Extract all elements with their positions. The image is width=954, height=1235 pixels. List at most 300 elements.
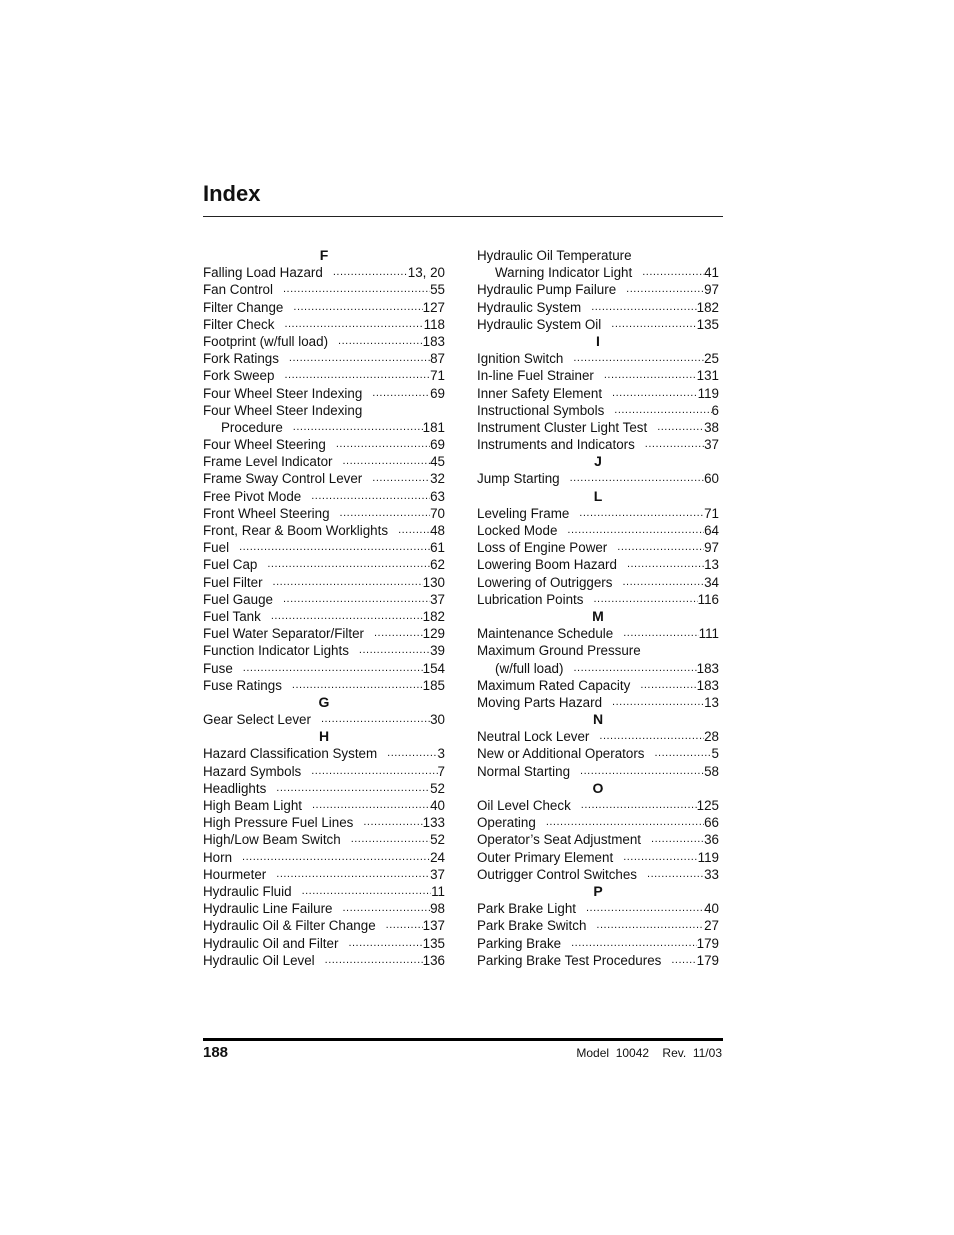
index-letter-heading: N (592, 711, 604, 728)
dot-leader (266, 780, 430, 797)
index-entry (477, 264, 719, 281)
index-column-left (203, 247, 445, 969)
index-entry-page: 3 (437, 746, 445, 762)
index-entry (203, 419, 445, 436)
index-entry-page: 7 (437, 763, 445, 779)
index-entry-page: 131 (696, 368, 719, 384)
index-entry-term: Fuel Cap (203, 557, 258, 573)
index-entry (477, 281, 719, 298)
index-entry (203, 917, 445, 934)
index-entry-page: 61 (430, 540, 445, 556)
index-entry-page: 135 (696, 316, 719, 332)
dot-leader (311, 711, 430, 728)
index-letter-heading: G (318, 693, 330, 710)
dot-leader (644, 745, 711, 762)
index-entry (203, 591, 445, 608)
index-entry (203, 539, 445, 556)
index-entry (203, 608, 445, 625)
index-entry (477, 660, 719, 677)
index-entry-term: Hydraulic Fluid (203, 883, 292, 899)
index-entry-term: Procedure (221, 419, 283, 435)
index-entry-term: Hydraulic Oil and Filter (203, 935, 339, 951)
index-letter-heading: F (319, 247, 329, 263)
index-entry (203, 849, 445, 866)
index-entry-term: Filter Check (203, 316, 275, 332)
index-entry-page: 13, 20 (407, 265, 445, 281)
dot-leader (602, 385, 698, 402)
index-entry-page: 37 (704, 437, 719, 453)
index-entry (477, 350, 719, 367)
dot-leader (266, 866, 430, 883)
index-entry-term: In-line Fuel Strainer (477, 368, 594, 384)
index-entry (477, 574, 719, 591)
index-entry (203, 350, 445, 367)
index-entry-term: Horn (203, 849, 233, 865)
dot-leader (302, 797, 430, 814)
dot-leader (581, 299, 696, 316)
index-entry-term: Maximum Rated Capacity (477, 677, 631, 693)
dot-leader (641, 831, 704, 848)
dot-leader (571, 797, 697, 814)
index-entry (203, 660, 445, 677)
index-entry-term: Inner Safety Element (477, 385, 603, 401)
index-entry-term: Fuel Gauge (203, 591, 273, 607)
index-letter-heading: O (592, 779, 604, 796)
index-entry-page: 182 (422, 608, 445, 624)
dot-leader (233, 660, 423, 677)
index-entry-term: High/Low Beam Switch (203, 832, 341, 848)
dot-leader (604, 402, 711, 419)
index-entry (203, 264, 445, 281)
dot-leader (583, 591, 697, 608)
dot-leader (323, 264, 408, 281)
index-entry-term: Park Brake Switch (477, 918, 587, 934)
dot-leader (569, 505, 704, 522)
index-entry (477, 385, 719, 402)
index-entry-term: Footprint (w/full load) (203, 333, 329, 349)
index-entry (477, 367, 719, 384)
index-entry-term: Gear Select Lever (203, 712, 311, 728)
index-entry (477, 814, 719, 831)
index-entry-page: 32 (430, 471, 445, 487)
index-entry (203, 677, 445, 694)
dot-leader (560, 470, 704, 487)
index-entry (203, 574, 445, 591)
index-entry (203, 883, 445, 900)
index-entry-term: High Beam Light (203, 798, 302, 813)
index-entry-page: 87 (430, 351, 445, 367)
index-entry-term: Fuel Water Separator/Filter (203, 626, 364, 642)
index-entry-page: 6 (711, 402, 719, 418)
index-entry (203, 642, 445, 659)
index-entry-heading: Four Wheel Steer Indexing (203, 402, 363, 418)
index-entry (477, 900, 719, 917)
index-entry (203, 385, 445, 402)
index-entry (477, 436, 719, 453)
index-entry (203, 453, 445, 470)
index-entry (203, 797, 445, 814)
dot-leader (635, 436, 704, 453)
index-entry-page: 24 (430, 849, 445, 865)
index-entry-page: 36 (704, 832, 719, 848)
index-entry-term: Loss of Engine Power (477, 540, 608, 556)
index-entry (477, 539, 719, 556)
index-entry-page: 154 (422, 660, 445, 676)
index-entry-page: 27 (704, 918, 719, 934)
index-entry-term: Instrument Cluster Light Test (477, 419, 648, 435)
index-entry-page: 183 (422, 333, 445, 349)
index-entry (203, 299, 445, 316)
index-entry (203, 281, 445, 298)
dot-leader (570, 763, 704, 780)
index-entry-term: Park Brake Light (477, 901, 576, 917)
index-entry-term: Frame Sway Control Lever (203, 471, 363, 487)
index-entry (203, 505, 445, 522)
dot-leader (376, 917, 423, 934)
index-entry-term: Hazard Classification System (203, 746, 378, 762)
index-letter-heading: P (593, 882, 603, 899)
index-entry-page: 135 (422, 935, 445, 951)
index-entry (203, 522, 445, 539)
index-entry-heading: Maximum Ground Pressure (477, 643, 641, 659)
index-entry-page: 119 (697, 849, 719, 865)
index-entry-page: 40 (704, 901, 719, 917)
index-entry (203, 900, 445, 917)
index-entry-term: Lowering Boom Hazard (477, 557, 617, 573)
dot-leader (613, 625, 698, 642)
dot-leader (315, 952, 423, 969)
index-entry (203, 316, 445, 333)
dot-leader (263, 574, 423, 591)
index-entry (203, 935, 445, 952)
index-entry-term: Outrigger Control Switches (477, 866, 638, 882)
index-entry (203, 367, 445, 384)
index-entry (203, 711, 445, 728)
index-entry-page: 127 (422, 299, 445, 315)
footer-rule (203, 1038, 723, 1041)
index-entry (477, 952, 719, 969)
dot-leader (563, 660, 696, 677)
index-entry-page: 69 (430, 385, 445, 401)
index-entry (477, 470, 719, 487)
index-entry-term: Filter Change (203, 299, 284, 315)
dot-leader (632, 264, 704, 281)
index-entry-term: Hydraulic Line Failure (203, 901, 333, 917)
dot-leader (274, 367, 430, 384)
index-entry-term: Fuse (203, 660, 233, 676)
dot-leader (273, 281, 430, 298)
index-entry-term: Four Wheel Steer Indexing (203, 385, 363, 401)
index-entry-page: 25 (704, 351, 719, 367)
index-entry (203, 470, 445, 487)
index-entry-page: 69 (430, 437, 445, 453)
dot-leader (616, 281, 704, 298)
model-revision: Model 10042 Rev. 11/03 (576, 1046, 722, 1060)
index-entry-term: Warning Indicator Light (495, 265, 633, 281)
index-entry (477, 935, 719, 952)
index-entry-page: 60 (704, 471, 719, 487)
dot-leader (613, 849, 697, 866)
index-entry-page: 58 (704, 763, 719, 779)
index-entry (203, 814, 445, 831)
index-entry-page: 133 (422, 815, 445, 831)
index-entry-page: 66 (704, 815, 719, 831)
index-entry-page: 30 (430, 712, 445, 728)
index-entry-term: Hydraulic System (477, 299, 582, 315)
dot-leader (563, 350, 704, 367)
index-entry (477, 831, 719, 848)
dot-leader (257, 556, 430, 573)
index-entry (203, 488, 445, 505)
dot-leader (341, 831, 430, 848)
index-entry-page: 55 (430, 282, 445, 298)
index-letter-heading: M (592, 607, 604, 624)
index-entry-page: 52 (430, 780, 445, 796)
dot-leader (301, 763, 437, 780)
index-entry-term: Fuel Filter (203, 574, 263, 590)
index-entry-term: Fork Sweep (203, 368, 275, 384)
index-entry-term: Frame Level Indicator (203, 454, 333, 470)
index-entry (203, 780, 445, 797)
index-entry (477, 797, 719, 814)
index-entry (203, 763, 445, 780)
index-entry-term: Normal Starting (477, 763, 571, 779)
index-entry-term: Fork Ratings (203, 351, 279, 367)
dot-leader (647, 419, 704, 436)
index-entry-term: Front Wheel Steering (203, 505, 330, 521)
dot-leader (601, 316, 696, 333)
index-entry-page: 98 (430, 901, 445, 917)
index-entry-page: 182 (696, 299, 719, 315)
index-entry (203, 952, 445, 969)
index-entry-page: 179 (696, 952, 719, 968)
dot-leader (326, 436, 430, 453)
dot-leader (364, 625, 423, 642)
index-entry (477, 694, 719, 711)
index-entry-page: 45 (430, 454, 445, 470)
header-rule (203, 216, 723, 217)
index-entry-page: 64 (704, 523, 719, 538)
index-entry-page: 116 (697, 591, 719, 607)
index-entry (477, 505, 719, 522)
dot-leader (301, 488, 430, 505)
index-entry (477, 402, 719, 419)
dot-leader (561, 935, 697, 952)
dot-leader (362, 385, 430, 402)
index-entry-term: High Pressure Fuel Lines (203, 815, 354, 831)
dot-leader (602, 694, 704, 711)
index-entry-term: Parking Brake Test Procedures (477, 952, 662, 968)
index-entry-page: 40 (430, 798, 445, 813)
index-entry-page: 5 (711, 746, 719, 762)
index-entry-page: 28 (704, 729, 719, 745)
index-entry (477, 917, 719, 934)
dot-leader (328, 333, 423, 350)
dot-leader (283, 299, 422, 316)
index-entry-term: Moving Parts Hazard (477, 694, 603, 710)
dot-leader (637, 866, 704, 883)
dot-leader (594, 367, 697, 384)
index-entry-term: Hourmeter (203, 866, 267, 882)
index-entry-term: (w/full load) (495, 660, 564, 676)
dot-leader (279, 350, 430, 367)
index-entry-term: Hydraulic System Oil (477, 316, 602, 332)
index-entry-term: Free Pivot Mode (203, 488, 302, 504)
index-entry-page: 38 (704, 419, 719, 435)
index-entry-term: Ignition Switch (477, 351, 564, 367)
index-entry-page: 13 (704, 557, 719, 573)
index-entry-term: New or Additional Operators (477, 746, 645, 762)
dot-leader (330, 505, 431, 522)
dot-leader (362, 470, 430, 487)
index-entry (477, 728, 719, 745)
index-entry-page: 183 (696, 660, 719, 676)
dot-leader (349, 642, 430, 659)
index-entry (477, 849, 719, 866)
index-entry-page: 37 (430, 866, 445, 882)
index-entry-term: Jump Starting (477, 471, 560, 487)
index-entry-term: Oil Level Check (477, 798, 571, 813)
index-entry-term: Neutral Lock Lever (477, 729, 590, 745)
index-entry-page: 71 (704, 505, 719, 521)
index-entry (477, 866, 719, 883)
dot-leader (273, 591, 430, 608)
index-entry-page: 11 (431, 883, 445, 899)
index-entry-term: Hazard Symbols (203, 763, 302, 779)
index-entry-page: 48 (430, 523, 445, 538)
index-entry-page: 39 (430, 643, 445, 659)
page-number: 188 (203, 1044, 229, 1061)
index-entry-term: Instructional Symbols (477, 402, 605, 418)
index-column-right (477, 247, 719, 969)
index-entry-page: 119 (697, 385, 719, 401)
index-entry-page: 118 (423, 316, 445, 332)
dot-leader (353, 814, 422, 831)
index-entry (203, 556, 445, 573)
index-entry-term: Lowering of Outriggers (477, 574, 613, 590)
dot-leader (229, 539, 430, 556)
index-entry-page: 97 (704, 282, 719, 298)
index-entry-term: Outer Primary Element (477, 849, 614, 865)
dot-leader (617, 556, 704, 573)
dot-leader (586, 917, 704, 934)
index-entry-term: Falling Load Hazard (203, 265, 323, 281)
dot-leader (283, 419, 423, 436)
index-entry-page: 41 (704, 265, 719, 281)
dot-leader (661, 952, 696, 969)
index-entry-term: Instruments and Indicators (477, 437, 635, 453)
index-entry-term: Lubrication Points (477, 591, 584, 607)
index-entry (203, 625, 445, 642)
dot-leader (232, 849, 430, 866)
dot-leader (576, 900, 704, 917)
dot-leader (536, 814, 704, 831)
index-entry-term: Maintenance Schedule (477, 626, 614, 642)
index-entry-term: Hydraulic Oil & Filter Change (203, 918, 376, 934)
index-entry-term: Parking Brake (477, 935, 562, 951)
index-letter-heading: L (593, 487, 603, 504)
index-entry-term: Leveling Frame (477, 505, 570, 521)
dot-leader (377, 745, 437, 762)
index-entry-page: 136 (422, 952, 445, 968)
index-entry-term: Fan Control (203, 282, 273, 298)
index-entry (203, 745, 445, 762)
index-entry-term: Fuel (203, 540, 230, 556)
index-entry-page: 185 (422, 677, 445, 693)
index-entry-page: 13 (704, 694, 719, 710)
index-entry (203, 436, 445, 453)
index-letter-heading: H (318, 728, 330, 745)
index-entry-term: Hydraulic Oil Level (203, 952, 315, 968)
index-entry-term: Locked Mode (477, 523, 558, 538)
index-entry-page: 52 (430, 832, 445, 848)
index-entry (203, 831, 445, 848)
dot-leader (261, 608, 423, 625)
index-entry-page: 111 (698, 626, 719, 642)
index-entry (477, 316, 719, 333)
index-entry-page: 70 (430, 505, 445, 521)
index-entry-heading: Hydraulic Oil Temperature (477, 248, 632, 263)
index-entry-page: 129 (422, 626, 445, 642)
index-entry-page: 37 (430, 591, 445, 607)
dot-leader (630, 677, 696, 694)
index-entry (203, 333, 445, 350)
dot-leader (282, 677, 423, 694)
index-entry (477, 745, 719, 762)
index-entry (477, 625, 719, 642)
index-entry-page: 137 (422, 918, 445, 934)
index-entry (477, 299, 719, 316)
index-entry-term: Operator’s Seat Adjustment (477, 832, 642, 848)
index-entry-page: 33 (704, 866, 719, 882)
index-entry-page: 62 (430, 557, 445, 573)
index-entry-term: Four Wheel Steering (203, 437, 326, 453)
index-entry-page: 63 (430, 488, 445, 504)
index-entry-page: 181 (422, 419, 445, 435)
index-letter-heading: J (594, 453, 602, 470)
index-entry-page: 34 (704, 574, 719, 590)
index-entry-term: Operating (477, 815, 536, 831)
dot-leader (274, 316, 423, 333)
index-entry-term: Front, Rear & Boom Worklights (203, 523, 389, 538)
index-entry (477, 591, 719, 608)
index-entry-page: 183 (696, 677, 719, 693)
index-entry-page: 125 (696, 798, 719, 813)
dot-leader (607, 539, 704, 556)
index-entry-term: Fuse Ratings (203, 677, 282, 693)
index-entry (477, 763, 719, 780)
dot-leader (612, 574, 704, 591)
index-entry (203, 866, 445, 883)
dot-leader (388, 522, 430, 539)
index-entry-term: Function Indicator Lights (203, 643, 349, 659)
page-title: Index (203, 181, 261, 206)
dot-leader (338, 935, 422, 952)
index-entry (477, 677, 719, 694)
dot-leader (557, 522, 704, 539)
index-entry (477, 556, 719, 573)
index-entry-page: 71 (430, 368, 445, 384)
index-entry (477, 419, 719, 436)
index-entry (477, 522, 719, 539)
index-entry-page: 179 (696, 935, 719, 951)
dot-leader (589, 728, 704, 745)
index-entry-page: 97 (704, 540, 719, 556)
dot-leader (333, 900, 431, 917)
index-entry-term: Hydraulic Pump Failure (477, 282, 617, 298)
dot-leader (292, 883, 432, 900)
index-entry-term: Headlights (203, 780, 267, 796)
